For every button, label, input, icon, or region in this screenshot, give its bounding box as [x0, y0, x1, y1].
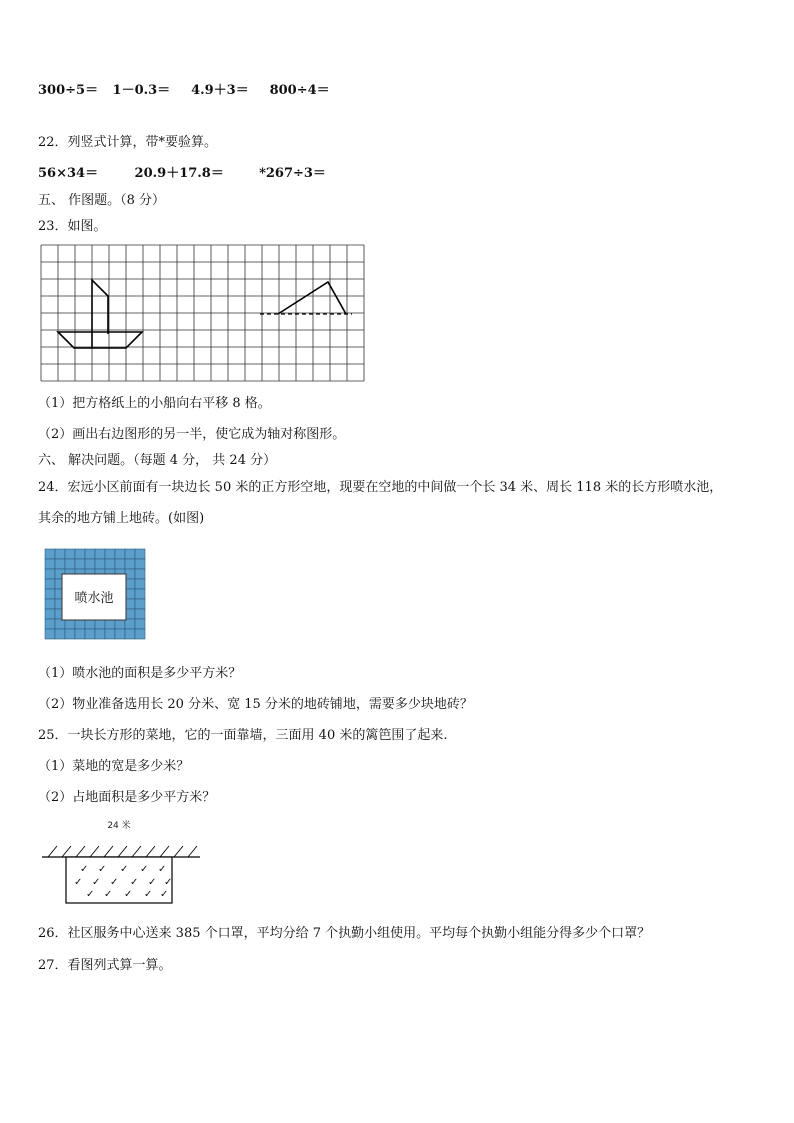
floor-tile: [85, 559, 95, 569]
q25-sub2: （2）占地面积是多少平方米？: [38, 790, 216, 805]
section-5-heading: 五、 作图题。（8 分）: [38, 193, 166, 208]
floor-tile: [115, 549, 125, 559]
floor-tile: [105, 549, 115, 559]
q26-text: 26．社区服务中心送来 385 个口罩，平均分给 7 个执勤小组使用。平均每个执勤小组能分得多少个口罩？: [38, 926, 651, 941]
boat-hull: [58, 332, 142, 348]
q24-sub2: （2）物业准备选用长 20 分米、宽 15 分米的地砖铺地，需要多少块地砖？: [38, 697, 473, 712]
floor-tile: [95, 559, 105, 569]
floor-tile: [135, 629, 145, 639]
floor-tile: [65, 629, 75, 639]
hatch-stroke: [160, 846, 169, 857]
q22-item: 20.9＋17.8＝: [134, 166, 224, 181]
hatch-stroke: [146, 846, 155, 857]
floor-tile: [125, 559, 135, 569]
q22-item: *267÷3＝: [259, 166, 326, 181]
wall-hatching: [48, 846, 197, 857]
calc-item: 800÷4＝: [269, 83, 330, 98]
vegetable-mark: ✓: [92, 877, 101, 888]
q24-line2: 其余的地方铺上地砖。(如图): [38, 511, 205, 526]
floor-tile: [75, 559, 85, 569]
floor-tile: [65, 549, 75, 559]
floor-tile: [55, 629, 65, 639]
hatch-stroke: [104, 846, 113, 857]
q22-item: 56×34＝: [38, 166, 99, 181]
hatch-stroke: [118, 846, 127, 857]
garden-length-label: 24 米: [107, 821, 131, 831]
vegetable-mark: ✓: [144, 889, 153, 900]
pool-tile-figure: [44, 548, 146, 646]
hatch-stroke: [188, 846, 197, 857]
q22-title: 22．列竖式计算，带*要验算。: [38, 135, 218, 150]
floor-tile: [135, 609, 145, 619]
floor-tile: [75, 629, 85, 639]
vegetable-mark: ✓: [74, 877, 83, 888]
floor-tile: [135, 569, 145, 579]
floor-tile: [45, 619, 55, 629]
pool-label: 喷水池: [74, 591, 114, 606]
floor-tile: [95, 549, 105, 559]
floor-tile: [75, 549, 85, 559]
q22-items: [38, 165, 326, 183]
floor-tile: [125, 549, 135, 559]
floor-tile: [65, 559, 75, 569]
floor-tile: [105, 559, 115, 569]
boat-mast: [92, 280, 108, 348]
vegetable-mark: ✓: [120, 864, 129, 875]
calc-row: [38, 82, 330, 100]
hatch-stroke: [76, 846, 85, 857]
floor-tile: [55, 549, 65, 559]
hatch-stroke: [90, 846, 99, 857]
grid-lines: [41, 245, 364, 381]
q25-title: 25．一块长方形的菜地，它的一面靠墙，三面用 40 米的篱笆围了起来.: [38, 728, 448, 743]
floor-tile: [135, 579, 145, 589]
vegetable-mark: ✓: [110, 877, 119, 888]
floor-tile: [55, 559, 65, 569]
vegetable-mark: ✓: [86, 889, 95, 900]
q23-sub1: （1）把方格纸上的小船向右平移 8 格。: [38, 396, 271, 411]
grid-paper-figure: [40, 244, 366, 386]
floor-tile: [115, 559, 125, 569]
vegetable-mark: ✓: [104, 889, 113, 900]
vegetable-mark: ✓: [158, 864, 167, 875]
q25-sub1: （1）菜地的宽是多少米？: [38, 759, 190, 774]
hatch-stroke: [132, 846, 141, 857]
q27-text: 27．看图列式算一算。: [38, 958, 172, 973]
hatch-stroke: [174, 846, 183, 857]
calc-item: 300÷5＝: [38, 83, 99, 98]
floor-tile: [105, 629, 115, 639]
floor-tile: [45, 559, 55, 569]
vegetable-mark: ✓: [160, 889, 169, 900]
hatch-stroke: [62, 846, 71, 857]
calc-item: 1－0.3＝: [112, 83, 171, 98]
floor-tile: [45, 569, 55, 579]
floor-tile: [115, 629, 125, 639]
floor-tile: [135, 549, 145, 559]
floor-tile: [45, 589, 55, 599]
floor-tile: [85, 629, 95, 639]
vegetable-mark: ✓: [124, 889, 133, 900]
floor-tile: [45, 629, 55, 639]
floor-tile: [45, 579, 55, 589]
floor-tile: [125, 629, 135, 639]
half-shape: [278, 282, 346, 314]
vegetable-mark: ✓: [140, 864, 149, 875]
q23-sub2: （2）画出右边图形的另一半，使它成为轴对称图形。: [38, 427, 346, 442]
hatch-stroke: [48, 846, 57, 857]
vegetable-garden-figure: [40, 817, 204, 907]
q24-sub1: （1）喷水池的面积是多少平方米？: [38, 666, 242, 681]
floor-tile: [85, 549, 95, 559]
vegetable-mark: ✓: [98, 864, 107, 875]
calc-item: 4.9＋3＝: [191, 83, 249, 98]
q23-title: 23．如图。: [38, 219, 107, 234]
q24-line1: 24．宏远小区前面有一块边长 50 米的正方形空地，现要在空地的中间做一个长 34 米、周长 118 米的长方形喷水池，: [38, 480, 723, 495]
floor-tile: [135, 619, 145, 629]
vegetable-mark: ✓: [130, 877, 139, 888]
floor-tile: [45, 599, 55, 609]
floor-tile: [45, 609, 55, 619]
vegetable-mark: ✓: [80, 864, 89, 875]
section-6-heading: 六、 解决问题。（每题 4 分， 共 24 分）: [38, 453, 277, 468]
vegetable-mark: ✓: [164, 877, 173, 888]
floor-tile: [135, 589, 145, 599]
floor-tile: [135, 599, 145, 609]
floor-tile: [135, 559, 145, 569]
vegetable-mark: ✓: [148, 877, 157, 888]
floor-tile: [95, 629, 105, 639]
floor-tile: [45, 549, 55, 559]
